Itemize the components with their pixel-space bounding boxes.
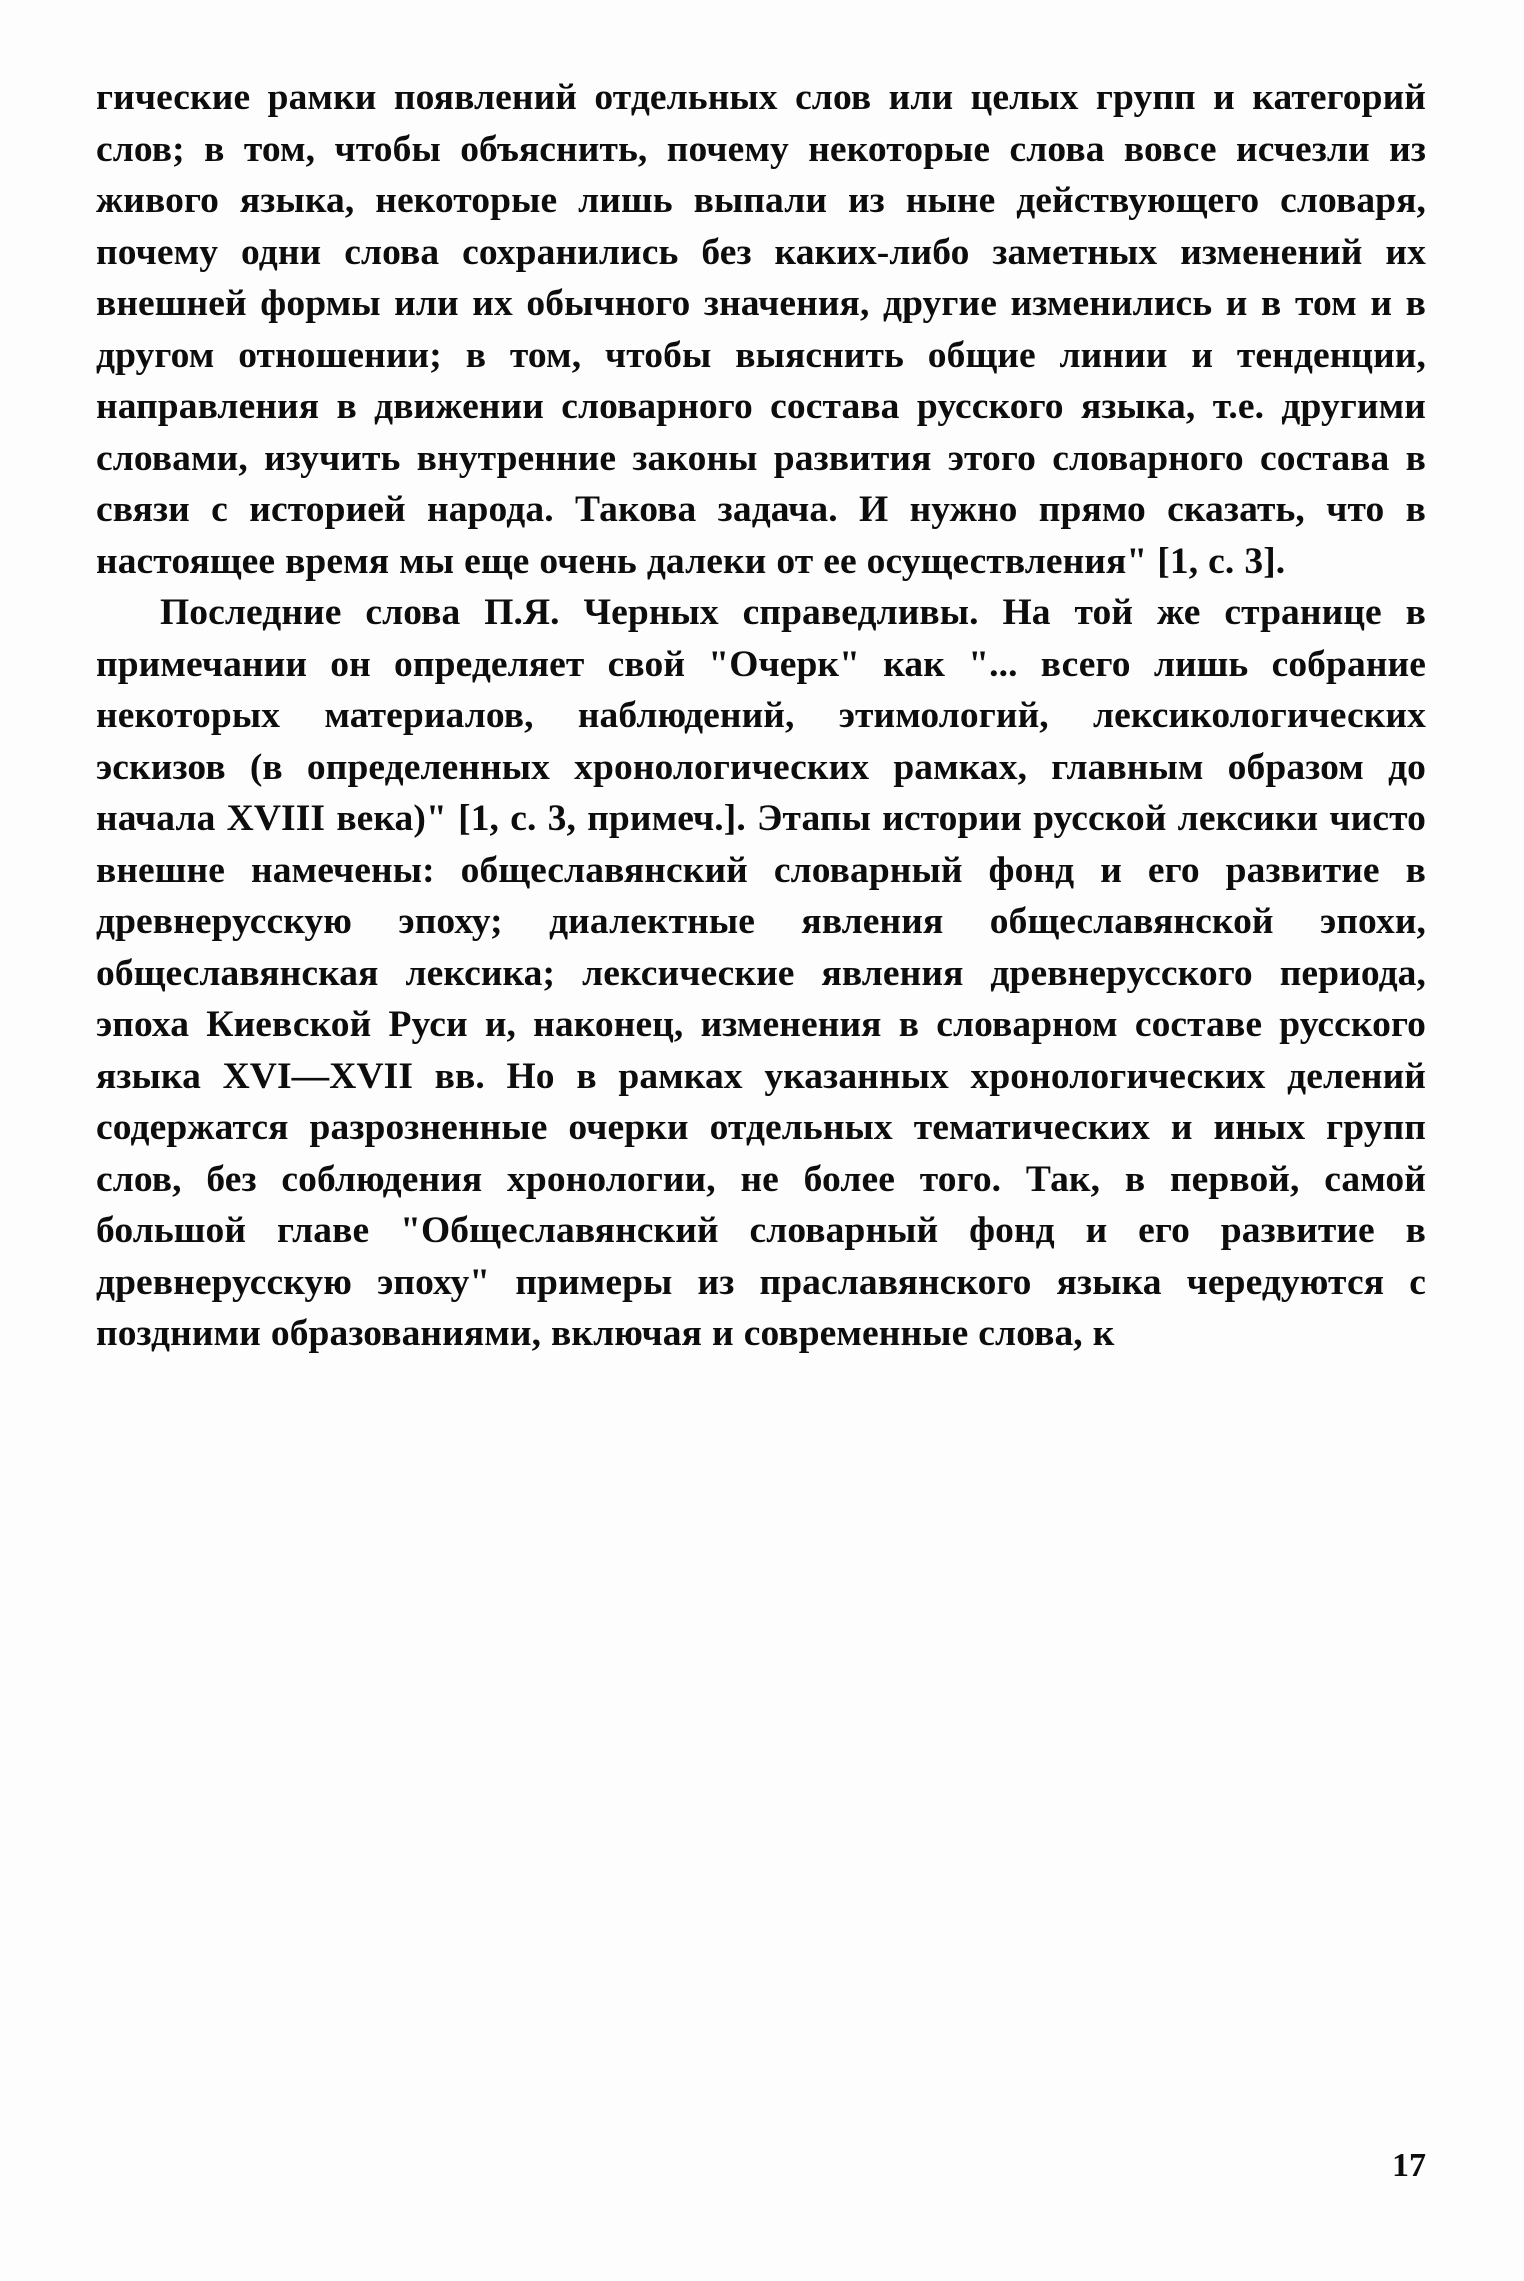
paragraph-body: Последние слова П.Я. Черных справедливы. На той же странице в примечании он определяет свой "Очерк" как "... всего лишь собрание некоторых материалов, наблюдений, этимологий, лексикологических эскизов (в определенных хронологических рамках, главным образом до начала XVIII века)" [1, с. 3, примеч.]. Этапы истории русской лексики чисто внешне намечены: общеславянский словарный фонд и его развитие в древнерусскую эпоху; диалектные явления общеславянской эпохи, общеславянская лексика; лексические явления древнерусского периода, эпоха Киевской Руси и, наконец, изменения в словарном составе русского языка XVI—XVII вв. Но в рамках указанных хронологических делений содержатся разрозненные очерки отдельных тематических и иных групп слов, без соблюдения хронологии, не более того. Так, в первой, самой большой главе "Общеславянский словарный фонд и его развитие в древнерусскую эпоху" примеры из праславянского языка чередуются с поздними образованиями, включая и современные слова, к xyxy=(96,592,1426,1354)
paragraph-continuation: гические рамки появлений отдельных слов или целых групп и категорий слов; в том, чтобы объяснить, почему некоторые слова вовсе исчезли из живого языка, некоторые лишь выпали из ныне действующего словаря, почему одни слова сохранились без каких-либо заметных изменений их внешней формы или их обычного значения, другие изменились и в том и в другом отношении; в том, чтобы выяснить общие линии и тенденции, направления в движении словарного состава русского языка, т.е. другими словами, изучить внутренние законы развития этого словарного состава в связи с историей народа. Такова задача. И нужно прямо сказать, что в настоящее время мы еще очень далеки от ее осуществления" [1, с. 3]. xyxy=(96,77,1426,582)
page-number: 17 xyxy=(1392,2147,1426,2184)
text-column xyxy=(96,72,1426,1360)
